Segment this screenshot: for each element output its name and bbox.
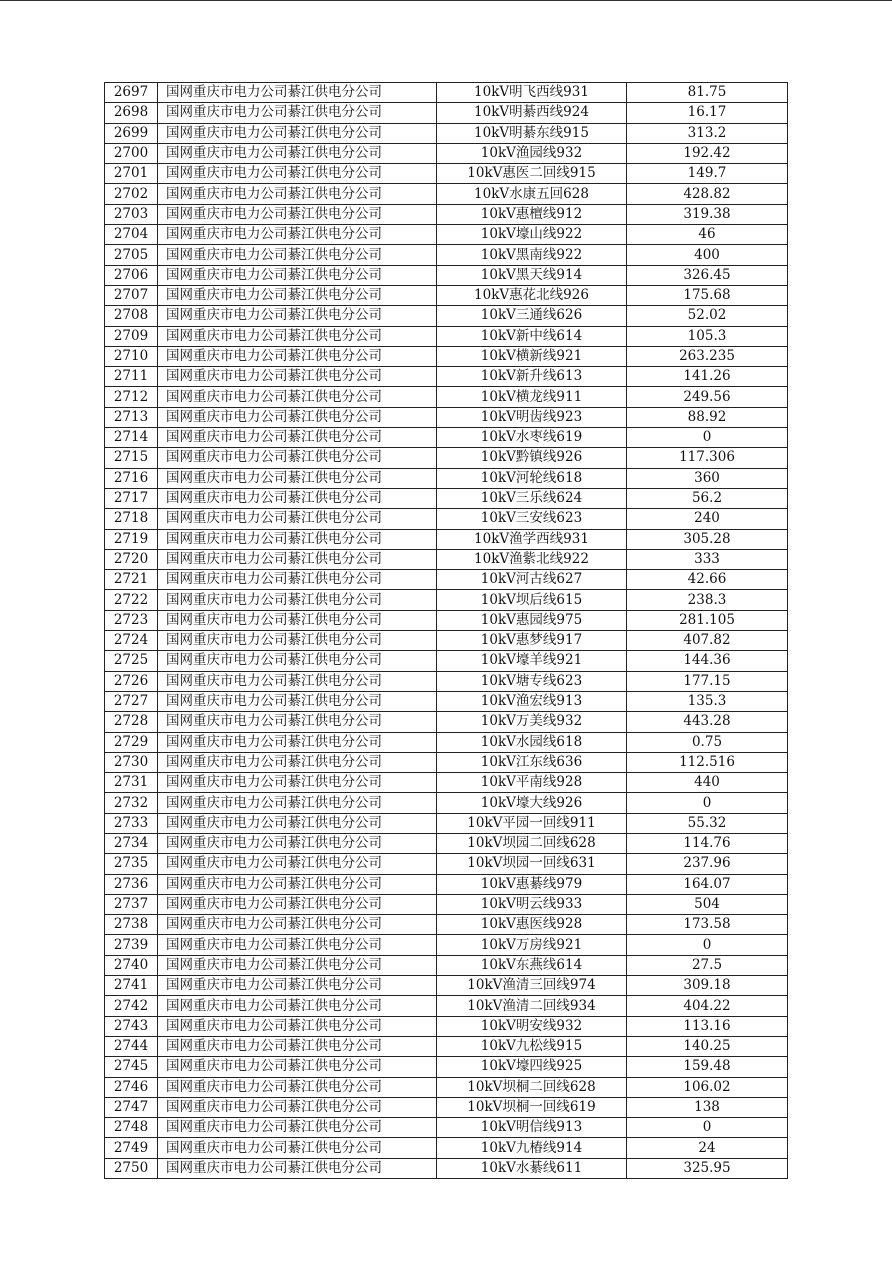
table-row bbox=[105, 833, 788, 853]
company-name-cell: 国网重庆市电力公司綦江供电分公司 bbox=[158, 1097, 437, 1117]
value-cell: 24 bbox=[627, 1138, 788, 1158]
line-name-cell: 10kV黑南线922 bbox=[437, 245, 627, 265]
value-cell: 440 bbox=[627, 773, 788, 793]
company-name-cell: 国网重庆市电力公司綦江供电分公司 bbox=[158, 245, 437, 265]
company-name-cell: 国网重庆市电力公司綦江供电分公司 bbox=[158, 428, 437, 448]
line-name-cell: 10kV渔清三回线974 bbox=[437, 976, 627, 996]
table-row bbox=[105, 184, 788, 204]
row-number-cell: 2708 bbox=[105, 306, 158, 326]
table-row bbox=[105, 976, 788, 996]
company-name-cell: 国网重庆市电力公司綦江供电分公司 bbox=[158, 488, 437, 508]
line-name-cell: 10kV九椿线914 bbox=[437, 1138, 627, 1158]
value-cell: 114.76 bbox=[627, 833, 788, 853]
value-cell: 138 bbox=[627, 1097, 788, 1117]
company-name-cell: 国网重庆市电力公司綦江供电分公司 bbox=[158, 955, 437, 975]
value-cell: 88.92 bbox=[627, 407, 788, 427]
company-name-cell: 国网重庆市电力公司綦江供电分公司 bbox=[158, 1077, 437, 1097]
table-row bbox=[105, 813, 788, 833]
company-name-cell: 国网重庆市电力公司綦江供电分公司 bbox=[158, 671, 437, 691]
value-cell: 16.17 bbox=[627, 103, 788, 123]
row-number-cell: 2749 bbox=[105, 1138, 158, 1158]
value-cell: 105.3 bbox=[627, 326, 788, 346]
row-number-cell: 2723 bbox=[105, 610, 158, 630]
table-row bbox=[105, 712, 788, 732]
table-row bbox=[105, 164, 788, 184]
line-name-cell: 10kV黔镇线926 bbox=[437, 448, 627, 468]
row-number-cell: 2705 bbox=[105, 245, 158, 265]
table-row bbox=[105, 245, 788, 265]
line-name-cell: 10kV水綦线611 bbox=[437, 1158, 627, 1178]
line-name-cell: 10kV万房线921 bbox=[437, 935, 627, 955]
table-row bbox=[105, 671, 788, 691]
line-name-cell: 10kV明飞西线931 bbox=[437, 83, 627, 103]
value-cell: 52.02 bbox=[627, 306, 788, 326]
row-number-cell: 2743 bbox=[105, 1016, 158, 1036]
line-name-cell: 10kV平园一回线911 bbox=[437, 813, 627, 833]
company-name-cell: 国网重庆市电力公司綦江供电分公司 bbox=[158, 184, 437, 204]
row-number-cell: 2725 bbox=[105, 651, 158, 671]
table-row bbox=[105, 874, 788, 894]
row-number-cell: 2750 bbox=[105, 1158, 158, 1178]
row-number-cell: 2727 bbox=[105, 691, 158, 711]
company-name-cell: 国网重庆市电力公司綦江供电分公司 bbox=[158, 773, 437, 793]
table-row bbox=[105, 610, 788, 630]
company-name-cell: 国网重庆市电力公司綦江供电分公司 bbox=[158, 732, 437, 752]
company-name-cell: 国网重庆市电力公司綦江供电分公司 bbox=[158, 935, 437, 955]
row-number-cell: 2730 bbox=[105, 752, 158, 772]
line-name-cell: 10kV渔清二回线934 bbox=[437, 996, 627, 1016]
value-cell: 428.82 bbox=[627, 184, 788, 204]
row-number-cell: 2720 bbox=[105, 549, 158, 569]
table-row bbox=[105, 509, 788, 529]
company-name-cell: 国网重庆市电力公司綦江供电分公司 bbox=[158, 448, 437, 468]
value-cell: 0.75 bbox=[627, 732, 788, 752]
line-name-cell: 10kV坝桐二回线628 bbox=[437, 1077, 627, 1097]
table-row bbox=[105, 651, 788, 671]
table-body bbox=[105, 83, 788, 1179]
value-cell: 173.58 bbox=[627, 915, 788, 935]
value-cell: 177.15 bbox=[627, 671, 788, 691]
line-name-cell: 10kV三安线623 bbox=[437, 509, 627, 529]
row-number-cell: 2706 bbox=[105, 265, 158, 285]
row-number-cell: 2704 bbox=[105, 225, 158, 245]
row-number-cell: 2699 bbox=[105, 123, 158, 143]
table-row bbox=[105, 204, 788, 224]
value-cell: 46 bbox=[627, 225, 788, 245]
table-row bbox=[105, 1057, 788, 1077]
table-row bbox=[105, 529, 788, 549]
value-cell: 309.18 bbox=[627, 976, 788, 996]
company-name-cell: 国网重庆市电力公司綦江供电分公司 bbox=[158, 285, 437, 305]
table-row bbox=[105, 346, 788, 366]
value-cell: 164.07 bbox=[627, 874, 788, 894]
row-number-cell: 2738 bbox=[105, 915, 158, 935]
row-number-cell: 2710 bbox=[105, 346, 158, 366]
value-cell: 400 bbox=[627, 245, 788, 265]
line-name-cell: 10kV惠梦线917 bbox=[437, 631, 627, 651]
line-name-cell: 10kV江东线636 bbox=[437, 752, 627, 772]
company-name-cell: 国网重庆市电力公司綦江供电分公司 bbox=[158, 813, 437, 833]
row-number-cell: 2742 bbox=[105, 996, 158, 1016]
value-cell: 404.22 bbox=[627, 996, 788, 1016]
line-name-cell: 10kV渔宏线913 bbox=[437, 691, 627, 711]
table-row bbox=[105, 83, 788, 103]
row-number-cell: 2701 bbox=[105, 164, 158, 184]
row-number-cell: 2719 bbox=[105, 529, 158, 549]
company-name-cell: 国网重庆市电力公司綦江供电分公司 bbox=[158, 752, 437, 772]
line-name-cell: 10kV惠医线928 bbox=[437, 915, 627, 935]
row-number-cell: 2712 bbox=[105, 387, 158, 407]
table-row bbox=[105, 915, 788, 935]
line-name-cell: 10kV壕山线922 bbox=[437, 225, 627, 245]
line-name-cell: 10kV壕大线926 bbox=[437, 793, 627, 813]
company-name-cell: 国网重庆市电力公司綦江供电分公司 bbox=[158, 894, 437, 914]
line-name-cell: 10kV惠园线975 bbox=[437, 610, 627, 630]
value-cell: 313.2 bbox=[627, 123, 788, 143]
company-name-cell: 国网重庆市电力公司綦江供电分公司 bbox=[158, 854, 437, 874]
value-cell: 443.28 bbox=[627, 712, 788, 732]
table-row bbox=[105, 123, 788, 143]
company-name-cell: 国网重庆市电力公司綦江供电分公司 bbox=[158, 1118, 437, 1138]
row-number-cell: 2748 bbox=[105, 1118, 158, 1138]
line-name-cell: 10kV九松线915 bbox=[437, 1036, 627, 1056]
line-name-cell: 10kV坝后线615 bbox=[437, 590, 627, 610]
company-name-cell: 国网重庆市电力公司綦江供电分公司 bbox=[158, 570, 437, 590]
line-name-cell: 10kV河古线627 bbox=[437, 570, 627, 590]
company-name-cell: 国网重庆市电力公司綦江供电分公司 bbox=[158, 123, 437, 143]
table-row bbox=[105, 326, 788, 346]
line-name-cell: 10kV渔紫北线922 bbox=[437, 549, 627, 569]
company-name-cell: 国网重庆市电力公司綦江供电分公司 bbox=[158, 1016, 437, 1036]
value-cell: 281.105 bbox=[627, 610, 788, 630]
line-name-cell: 10kV明綦西线924 bbox=[437, 103, 627, 123]
line-name-cell: 10kV明齿线923 bbox=[437, 407, 627, 427]
line-name-cell: 10kV坝桐一回线619 bbox=[437, 1097, 627, 1117]
line-name-cell: 10kV万美线932 bbox=[437, 712, 627, 732]
row-number-cell: 2711 bbox=[105, 367, 158, 387]
company-name-cell: 国网重庆市电力公司綦江供电分公司 bbox=[158, 387, 437, 407]
value-cell: 326.45 bbox=[627, 265, 788, 285]
table-row bbox=[105, 894, 788, 914]
line-name-cell: 10kV惠檀线912 bbox=[437, 204, 627, 224]
value-cell: 135.3 bbox=[627, 691, 788, 711]
value-cell: 192.42 bbox=[627, 143, 788, 163]
table-row bbox=[105, 225, 788, 245]
line-name-cell: 10kV惠花北线926 bbox=[437, 285, 627, 305]
table-row bbox=[105, 285, 788, 305]
row-number-cell: 2737 bbox=[105, 894, 158, 914]
table-row bbox=[105, 691, 788, 711]
table-row bbox=[105, 265, 788, 285]
value-cell: 144.36 bbox=[627, 651, 788, 671]
company-name-cell: 国网重庆市电力公司綦江供电分公司 bbox=[158, 265, 437, 285]
row-number-cell: 2746 bbox=[105, 1077, 158, 1097]
company-name-cell: 国网重庆市电力公司綦江供电分公司 bbox=[158, 1138, 437, 1158]
row-number-cell: 2731 bbox=[105, 773, 158, 793]
table-row bbox=[105, 306, 788, 326]
value-cell: 159.48 bbox=[627, 1057, 788, 1077]
table-row bbox=[105, 1158, 788, 1178]
value-cell: 504 bbox=[627, 894, 788, 914]
table-row bbox=[105, 732, 788, 752]
company-name-cell: 国网重庆市电力公司綦江供电分公司 bbox=[158, 1036, 437, 1056]
company-name-cell: 国网重庆市电力公司綦江供电分公司 bbox=[158, 996, 437, 1016]
row-number-cell: 2707 bbox=[105, 285, 158, 305]
line-name-cell: 10kV坝园一回线631 bbox=[437, 854, 627, 874]
row-number-cell: 2714 bbox=[105, 428, 158, 448]
row-number-cell: 2735 bbox=[105, 854, 158, 874]
company-name-cell: 国网重庆市电力公司綦江供电分公司 bbox=[158, 143, 437, 163]
row-number-cell: 2741 bbox=[105, 976, 158, 996]
page-top-border bbox=[0, 0, 892, 1]
table-row bbox=[105, 448, 788, 468]
company-name-cell: 国网重庆市电力公司綦江供电分公司 bbox=[158, 691, 437, 711]
company-name-cell: 国网重庆市电力公司綦江供电分公司 bbox=[158, 1158, 437, 1178]
value-cell: 407.82 bbox=[627, 631, 788, 651]
line-name-cell: 10kV坝园二回线628 bbox=[437, 833, 627, 853]
line-name-cell: 10kV三乐线624 bbox=[437, 488, 627, 508]
value-cell: 333 bbox=[627, 549, 788, 569]
row-number-cell: 2700 bbox=[105, 143, 158, 163]
value-cell: 106.02 bbox=[627, 1077, 788, 1097]
value-cell: 0 bbox=[627, 793, 788, 813]
company-name-cell: 国网重庆市电力公司綦江供电分公司 bbox=[158, 631, 437, 651]
row-number-cell: 2716 bbox=[105, 468, 158, 488]
table-row bbox=[105, 996, 788, 1016]
company-name-cell: 国网重庆市电力公司綦江供电分公司 bbox=[158, 712, 437, 732]
line-name-cell: 10kV惠医二回线915 bbox=[437, 164, 627, 184]
company-name-cell: 国网重庆市电力公司綦江供电分公司 bbox=[158, 468, 437, 488]
company-name-cell: 国网重庆市电力公司綦江供电分公司 bbox=[158, 83, 437, 103]
row-number-cell: 2713 bbox=[105, 407, 158, 427]
line-name-cell: 10kV新升线613 bbox=[437, 367, 627, 387]
line-name-cell: 10kV壕四线925 bbox=[437, 1057, 627, 1077]
line-name-cell: 10kV东燕线614 bbox=[437, 955, 627, 975]
line-name-cell: 10kV横新线921 bbox=[437, 346, 627, 366]
table-row bbox=[105, 428, 788, 448]
table-row bbox=[105, 1036, 788, 1056]
value-cell: 325.95 bbox=[627, 1158, 788, 1178]
table-row bbox=[105, 590, 788, 610]
value-cell: 237.96 bbox=[627, 854, 788, 874]
row-number-cell: 2739 bbox=[105, 935, 158, 955]
table-row bbox=[105, 1138, 788, 1158]
line-name-cell: 10kV渔学西线931 bbox=[437, 529, 627, 549]
company-name-cell: 国网重庆市电力公司綦江供电分公司 bbox=[158, 976, 437, 996]
line-name-cell: 10kV渔园线932 bbox=[437, 143, 627, 163]
value-cell: 0 bbox=[627, 935, 788, 955]
table-row bbox=[105, 488, 788, 508]
table-row bbox=[105, 367, 788, 387]
row-number-cell: 2733 bbox=[105, 813, 158, 833]
company-name-cell: 国网重庆市电力公司綦江供电分公司 bbox=[158, 306, 437, 326]
table-row bbox=[105, 1097, 788, 1117]
table-row bbox=[105, 103, 788, 123]
company-name-cell: 国网重庆市电力公司綦江供电分公司 bbox=[158, 651, 437, 671]
table-row bbox=[105, 854, 788, 874]
company-name-cell: 国网重庆市电力公司綦江供电分公司 bbox=[158, 367, 437, 387]
row-number-cell: 2734 bbox=[105, 833, 158, 853]
line-name-cell: 10kV横龙线911 bbox=[437, 387, 627, 407]
value-cell: 360 bbox=[627, 468, 788, 488]
company-name-cell: 国网重庆市电力公司綦江供电分公司 bbox=[158, 103, 437, 123]
table-row bbox=[105, 793, 788, 813]
table-row bbox=[105, 955, 788, 975]
line-name-cell: 10kV惠綦线979 bbox=[437, 874, 627, 894]
table-row bbox=[105, 752, 788, 772]
value-cell: 113.16 bbox=[627, 1016, 788, 1036]
line-name-cell: 10kV平南线928 bbox=[437, 773, 627, 793]
line-name-cell: 10kV黑天线914 bbox=[437, 265, 627, 285]
value-cell: 27.5 bbox=[627, 955, 788, 975]
row-number-cell: 2702 bbox=[105, 184, 158, 204]
row-number-cell: 2709 bbox=[105, 326, 158, 346]
value-cell: 56.2 bbox=[627, 488, 788, 508]
line-name-cell: 10kV河轮线618 bbox=[437, 468, 627, 488]
line-name-cell: 10kV明云线933 bbox=[437, 894, 627, 914]
line-name-cell: 10kV壕羊线921 bbox=[437, 651, 627, 671]
value-cell: 319.38 bbox=[627, 204, 788, 224]
company-name-cell: 国网重庆市电力公司綦江供电分公司 bbox=[158, 610, 437, 630]
value-cell: 140.25 bbox=[627, 1036, 788, 1056]
company-name-cell: 国网重庆市电力公司綦江供电分公司 bbox=[158, 509, 437, 529]
company-name-cell: 国网重庆市电力公司綦江供电分公司 bbox=[158, 164, 437, 184]
row-number-cell: 2703 bbox=[105, 204, 158, 224]
row-number-cell: 2728 bbox=[105, 712, 158, 732]
company-name-cell: 国网重庆市电力公司綦江供电分公司 bbox=[158, 1057, 437, 1077]
value-cell: 141.26 bbox=[627, 367, 788, 387]
row-number-cell: 2715 bbox=[105, 448, 158, 468]
table-row bbox=[105, 468, 788, 488]
table-row bbox=[105, 935, 788, 955]
line-name-cell: 10kV明綦东线915 bbox=[437, 123, 627, 143]
company-name-cell: 国网重庆市电力公司綦江供电分公司 bbox=[158, 549, 437, 569]
row-number-cell: 2744 bbox=[105, 1036, 158, 1056]
value-cell: 305.28 bbox=[627, 529, 788, 549]
company-name-cell: 国网重庆市电力公司綦江供电分公司 bbox=[158, 326, 437, 346]
company-name-cell: 国网重庆市电力公司綦江供电分公司 bbox=[158, 874, 437, 894]
row-number-cell: 2736 bbox=[105, 874, 158, 894]
company-name-cell: 国网重庆市电力公司綦江供电分公司 bbox=[158, 915, 437, 935]
table-row bbox=[105, 549, 788, 569]
row-number-cell: 2717 bbox=[105, 488, 158, 508]
row-number-cell: 2729 bbox=[105, 732, 158, 752]
row-number-cell: 2698 bbox=[105, 103, 158, 123]
row-number-cell: 2726 bbox=[105, 671, 158, 691]
company-name-cell: 国网重庆市电力公司綦江供电分公司 bbox=[158, 529, 437, 549]
table-row bbox=[105, 387, 788, 407]
line-name-cell: 10kV水枣线619 bbox=[437, 428, 627, 448]
line-name-cell: 10kV水园线618 bbox=[437, 732, 627, 752]
row-number-cell: 2724 bbox=[105, 631, 158, 651]
row-number-cell: 2722 bbox=[105, 590, 158, 610]
line-name-cell: 10kV塘专线623 bbox=[437, 671, 627, 691]
company-name-cell: 国网重庆市电力公司綦江供电分公司 bbox=[158, 833, 437, 853]
table-row bbox=[105, 773, 788, 793]
row-number-cell: 2745 bbox=[105, 1057, 158, 1077]
row-number-cell: 2747 bbox=[105, 1097, 158, 1117]
value-cell: 263.235 bbox=[627, 346, 788, 366]
line-name-cell: 10kV新中线614 bbox=[437, 326, 627, 346]
company-name-cell: 国网重庆市电力公司綦江供电分公司 bbox=[158, 793, 437, 813]
value-cell: 175.68 bbox=[627, 285, 788, 305]
row-number-cell: 2697 bbox=[105, 83, 158, 103]
table-row bbox=[105, 631, 788, 651]
table-row bbox=[105, 570, 788, 590]
value-cell: 81.75 bbox=[627, 83, 788, 103]
line-name-cell: 10kV水康五回628 bbox=[437, 184, 627, 204]
row-number-cell: 2718 bbox=[105, 509, 158, 529]
value-cell: 0 bbox=[627, 1118, 788, 1138]
company-name-cell: 国网重庆市电力公司綦江供电分公司 bbox=[158, 204, 437, 224]
line-name-cell: 10kV三通线626 bbox=[437, 306, 627, 326]
table-row bbox=[105, 1118, 788, 1138]
value-cell: 238.3 bbox=[627, 590, 788, 610]
value-cell: 55.32 bbox=[627, 813, 788, 833]
line-name-cell: 10kV明安线932 bbox=[437, 1016, 627, 1036]
company-name-cell: 国网重庆市电力公司綦江供电分公司 bbox=[158, 590, 437, 610]
row-number-cell: 2740 bbox=[105, 955, 158, 975]
value-cell: 117.306 bbox=[627, 448, 788, 468]
table-row bbox=[105, 143, 788, 163]
row-number-cell: 2721 bbox=[105, 570, 158, 590]
data-table bbox=[104, 82, 788, 1179]
company-name-cell: 国网重庆市电力公司綦江供电分公司 bbox=[158, 346, 437, 366]
table-row bbox=[105, 1016, 788, 1036]
value-cell: 240 bbox=[627, 509, 788, 529]
value-cell: 249.56 bbox=[627, 387, 788, 407]
value-cell: 149.7 bbox=[627, 164, 788, 184]
value-cell: 112.516 bbox=[627, 752, 788, 772]
line-name-cell: 10kV明信线913 bbox=[437, 1118, 627, 1138]
company-name-cell: 国网重庆市电力公司綦江供电分公司 bbox=[158, 407, 437, 427]
row-number-cell: 2732 bbox=[105, 793, 158, 813]
value-cell: 42.66 bbox=[627, 570, 788, 590]
table-row bbox=[105, 407, 788, 427]
company-name-cell: 国网重庆市电力公司綦江供电分公司 bbox=[158, 225, 437, 245]
value-cell: 0 bbox=[627, 428, 788, 448]
table-row bbox=[105, 1077, 788, 1097]
